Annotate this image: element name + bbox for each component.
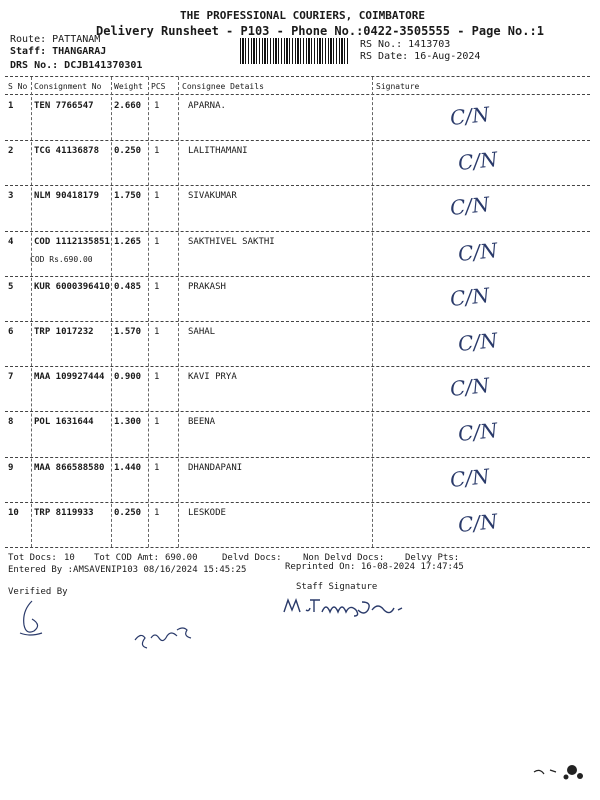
row-separator <box>5 502 590 503</box>
staff-signature-label: Staff Signature <box>296 582 378 592</box>
staff-signature-scribble <box>280 592 410 622</box>
corner-ink-mark <box>528 758 592 784</box>
row-weight: 0.900 <box>114 372 142 383</box>
barcode-image <box>240 38 350 64</box>
row-pcs: 1 <box>154 462 160 473</box>
row-sno: 3 <box>8 191 14 202</box>
tot-docs-label: Tot Docs: <box>8 553 57 563</box>
row-signature-mark: C/N <box>456 147 499 176</box>
row-sno: 7 <box>8 372 14 383</box>
header-top-rule <box>5 76 590 77</box>
rs-number: RS No.: 1413703 <box>360 39 451 50</box>
row-consignee-name: LALITHAMANI <box>188 146 248 157</box>
row-signature-mark: C/N <box>456 508 499 537</box>
row-signature-mark: C/N <box>448 101 491 131</box>
staff-label: Staff: THANGARAJ <box>10 46 107 57</box>
row-consignment-no: NLM 90418179 <box>34 191 100 202</box>
non-delvd-docs-label: Non Delvd Docs: <box>303 553 385 563</box>
row-separator <box>5 276 590 277</box>
row-weight: 1.750 <box>114 191 142 202</box>
row-sno: 5 <box>8 281 14 292</box>
row-separator <box>5 366 590 367</box>
row-separator <box>5 321 590 322</box>
row-consignment-no: KUR 6000396410 <box>34 281 110 292</box>
row-sno: 2 <box>8 146 14 157</box>
runsheet-title: Delivery Runsheet - P103 - Phone No.:0422-3505555 - Page No.:1 <box>96 24 544 38</box>
row-consignee-name: SAKTHIVEL SAKTHI <box>188 236 275 247</box>
tot-cod-label: Tot COD Amt: <box>94 553 160 563</box>
row-consignment-no: MAA 866588580 <box>34 462 105 473</box>
row-sno: 10 <box>8 507 19 518</box>
row-sno: 8 <box>8 417 14 428</box>
row-signature-mark: C/N <box>456 237 499 266</box>
tot-docs-value: 10 <box>64 553 75 563</box>
row-pcs: 1 <box>154 507 160 518</box>
col-consignment: Consignment No <box>34 82 102 91</box>
rs-date: RS Date: 16-Aug-2024 <box>360 51 481 62</box>
row-sno: 9 <box>8 462 14 473</box>
col-divider <box>111 77 112 547</box>
row-pcs: 1 <box>154 281 160 292</box>
row-consignee-name: SIVAKUMAR <box>188 191 237 202</box>
row-consignment-no: COD 1112135851 <box>34 236 110 247</box>
row-separator <box>5 231 590 232</box>
row-weight: 2.660 <box>114 101 142 111</box>
row-consignment-no: TRP 8119933 <box>34 507 94 518</box>
route-label: Route: PATTANAM <box>10 34 101 45</box>
row-pcs: 1 <box>154 372 160 383</box>
row-separator <box>5 457 590 458</box>
row-pcs: 1 <box>154 146 160 157</box>
row-consignment-no: TRP 1017232 <box>34 327 94 337</box>
row-cod-note: COD Rs.690.00 <box>30 254 93 264</box>
row-weight: 1.570 <box>114 327 142 337</box>
row-consignee-name: DHANDAPANI <box>188 462 243 473</box>
header-bottom-rule <box>5 94 590 95</box>
row-consignment-no: MAA 109927444 <box>34 372 105 383</box>
col-sno: S No <box>8 82 28 91</box>
row-signature-mark: C/N <box>448 192 491 221</box>
row-signature-mark: C/N <box>448 373 491 402</box>
col-signature: Signature <box>376 82 420 91</box>
row-consignee-name: BEENA <box>188 417 216 428</box>
row-pcs: 1 <box>154 191 160 202</box>
delvy-pts-label: Delvy Pts: <box>405 553 460 563</box>
row-consignee-name: LESKODE <box>188 507 226 518</box>
footer-rule <box>5 547 590 548</box>
row-signature-mark: C/N <box>448 282 491 311</box>
row-separator <box>5 185 590 186</box>
col-consignee-details: Consignee Details <box>182 82 264 91</box>
row-pcs: 1 <box>154 327 160 337</box>
row-weight: 0.485 <box>114 281 142 292</box>
row-signature-mark: C/N <box>456 327 499 357</box>
row-weight: 1.265 <box>114 236 142 247</box>
company-name: THE PROFESSIONAL COURIERS, COIMBATORE <box>180 9 426 22</box>
drs-number: DRS No.: DCJB141370301 <box>10 60 143 71</box>
row-sno: 1 <box>8 101 14 111</box>
row-consignee-name: PRAKASH <box>188 281 226 292</box>
row-separator <box>5 411 590 412</box>
row-weight: 0.250 <box>114 146 142 157</box>
row-sno: 6 <box>8 327 14 337</box>
delvd-docs-label: Delvd Docs: <box>222 553 282 563</box>
row-consignee-name: APARNA. <box>188 101 226 111</box>
tot-cod-value: 690.00 <box>165 553 198 563</box>
row-consignment-no: TCG 41136878 <box>34 146 100 157</box>
row-pcs: 1 <box>154 236 160 247</box>
row-consignee-name: SAHAL <box>188 327 216 337</box>
row-signature-mark: C/N <box>448 463 491 492</box>
reprinted-on: Reprinted On: 16-08-2024 17:47:45 <box>285 562 464 572</box>
col-divider <box>31 77 32 547</box>
col-divider <box>372 77 373 547</box>
row-weight: 1.440 <box>114 462 142 473</box>
row-pcs: 1 <box>154 417 160 428</box>
col-pcs: PCS <box>151 82 166 91</box>
row-weight: 0.250 <box>114 507 142 518</box>
row-consignee-name: KAVI PRYA <box>188 372 237 383</box>
row-sno: 4 <box>8 236 14 247</box>
entered-by: Entered By :AMSAVENIP103 08/16/2024 15:45:25 <box>8 565 247 575</box>
col-weight: Weight <box>114 82 143 91</box>
col-divider <box>148 77 149 547</box>
row-pcs: 1 <box>154 101 160 111</box>
row-separator <box>5 140 590 141</box>
row-weight: 1.300 <box>114 417 142 428</box>
col-divider <box>178 77 179 547</box>
verified-signature-scribble <box>10 597 50 641</box>
row-consignment-no: POL 1631644 <box>34 417 94 428</box>
verified-by-label: Verified By <box>8 587 68 597</box>
row-consignment-no: TEN 7766547 <box>34 101 94 111</box>
initials-scribble <box>125 622 215 652</box>
row-signature-mark: C/N <box>456 418 499 447</box>
